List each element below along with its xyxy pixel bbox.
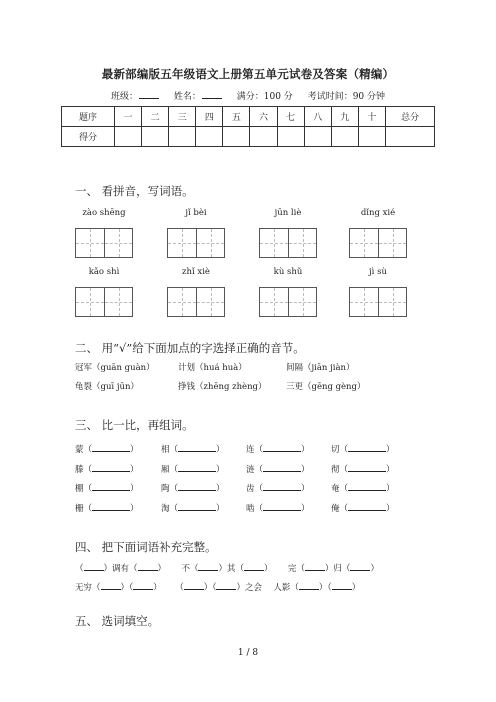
page-title: 最新部编版五年级语文上册第五单元试卷及答案（精编） (101, 67, 395, 81)
section-4-heading: 四、 把下面词语补充完整。 (75, 540, 217, 554)
score-cell[interactable] (169, 127, 196, 147)
choice-item[interactable]: 三更（gēng gèng） (286, 382, 366, 392)
writing-grid[interactable] (349, 228, 407, 258)
char: 相 (161, 445, 170, 455)
answer-blank[interactable] (216, 580, 236, 590)
word-item: 奄（ ） (331, 481, 395, 494)
answer-blank[interactable] (84, 561, 104, 571)
answer-blank[interactable] (244, 561, 264, 571)
word-item: 齿（ ） (246, 481, 310, 494)
writing-grid[interactable] (167, 287, 225, 317)
idiom-text: ）归（ (324, 564, 351, 574)
table-cell: 十 (358, 107, 385, 127)
answer-blank[interactable] (92, 501, 130, 511)
score-cell[interactable] (331, 127, 358, 147)
score-cell[interactable] (223, 127, 250, 147)
answer-blank[interactable] (92, 462, 130, 472)
char: 陶 (161, 484, 170, 494)
word-item: 陶（ ） (161, 481, 225, 494)
table-cell: 六 (250, 107, 277, 127)
choice-item[interactable]: 计划（huá huà） (178, 363, 247, 373)
pinyin-label: jǐ bèi (185, 208, 207, 218)
table-cell: 题序 (62, 107, 115, 127)
idiom-text: ）其（ (218, 564, 244, 574)
page-number: 1 / 8 (237, 648, 259, 658)
answer-blank[interactable] (138, 561, 158, 571)
answer-blank[interactable] (133, 580, 153, 590)
answer-blank[interactable] (198, 561, 218, 571)
idiom-text: （ (75, 564, 84, 574)
word-item: 涟（ ） (246, 462, 310, 475)
name-blank[interactable] (202, 90, 222, 99)
answer-blank[interactable] (348, 442, 386, 452)
score-table-header-row (62, 107, 435, 127)
table-cell: 七 (277, 107, 304, 127)
answer-blank[interactable] (92, 481, 130, 491)
word-item: 连（ ） (246, 442, 310, 455)
answer-blank[interactable] (263, 481, 301, 491)
score-cell[interactable] (358, 127, 385, 147)
idiom-text: 无穷（ (75, 583, 101, 593)
word-item: 切（ ） (331, 442, 395, 455)
idiom-row (75, 561, 379, 574)
answer-blank[interactable] (178, 462, 216, 472)
answer-blank[interactable] (332, 580, 352, 590)
answer-blank[interactable] (92, 442, 130, 452)
table-cell: 一 (115, 107, 142, 127)
char: 俺 (331, 504, 340, 514)
answer-blank[interactable] (350, 561, 370, 571)
char: 栅 (75, 504, 84, 514)
class-blank[interactable] (139, 90, 159, 99)
full-score: 满分：100 分 (236, 92, 293, 102)
pinyin-label: zhǐ xiè (182, 267, 210, 277)
answer-blank[interactable] (263, 462, 301, 472)
writing-grid[interactable] (259, 228, 317, 258)
word-item: 滕（ ） (75, 462, 139, 475)
char: 棚 (75, 484, 84, 494)
section-5-heading: 五、 选词填空。 (75, 614, 160, 628)
idiom-text: 完（ (287, 564, 305, 574)
char: 厢 (161, 465, 170, 475)
table-cell: 八 (304, 107, 331, 127)
writing-grid[interactable] (75, 287, 133, 317)
answer-blank[interactable] (178, 501, 216, 511)
char: 啮 (246, 504, 255, 514)
pinyin-label: kǎo shì (88, 267, 120, 277)
score-cell[interactable] (115, 127, 142, 147)
char: 蒙 (75, 445, 84, 455)
answer-blank[interactable] (263, 442, 301, 452)
score-table (61, 106, 435, 147)
table-cell: 二 (142, 107, 169, 127)
word-item: 蒙（ ） (75, 442, 139, 455)
choice-item[interactable]: 龟裂（guī jūn） (75, 382, 139, 392)
writing-grid[interactable] (259, 287, 317, 317)
choice-item[interactable]: 挣钱（zhēng zhèng） (178, 382, 267, 392)
table-cell: 四 (196, 107, 223, 127)
word-item: 啮（ ） (246, 501, 310, 514)
word-item: 淘（ ） (161, 501, 225, 514)
answer-blank[interactable] (299, 580, 319, 590)
table-cell: 得分 (62, 127, 115, 147)
score-cell[interactable] (196, 127, 223, 147)
idiom-text: ） (370, 564, 379, 574)
idiom-row (75, 580, 360, 593)
section-3-heading: 三、 比一比，再组词。 (75, 418, 194, 432)
answer-blank[interactable] (348, 501, 386, 511)
pinyin-label: dǐng xié (360, 208, 396, 218)
char: 连 (246, 445, 255, 455)
idiom-text: ） (153, 583, 162, 593)
answer-blank[interactable] (263, 501, 301, 511)
writing-grid[interactable] (167, 228, 225, 258)
idiom-text: ） (351, 583, 361, 593)
answer-blank[interactable] (348, 481, 386, 491)
word-item: 棚（ ） (75, 481, 139, 494)
pinyin-label: jūn liè (274, 208, 302, 218)
name-label: 姓名： (173, 92, 201, 102)
char: 齿 (246, 484, 255, 494)
section-2-heading: 二、 用“√”给下面加点的字选择正确的音节。 (75, 341, 305, 355)
word-item: 彻（ ） (331, 462, 395, 475)
word-item: 栅（ ） (75, 501, 139, 514)
score-cell[interactable] (250, 127, 277, 147)
exam-info (0, 89, 496, 102)
table-cell: 九 (331, 107, 358, 127)
word-item: 俺（ ） (331, 501, 395, 514)
idiom-text: （ (175, 583, 184, 593)
score-cell[interactable] (386, 127, 435, 147)
char: 奄 (331, 484, 340, 494)
class-label: 班级： (110, 92, 138, 102)
idiom-text: ）调有（ (103, 564, 138, 574)
answer-blank[interactable] (178, 481, 216, 491)
pinyin-label: kù shǔ (273, 267, 303, 277)
char: 切 (331, 445, 340, 455)
choice-item[interactable]: 冠军（guān guàn） (75, 363, 155, 373)
table-cell: 三 (169, 107, 196, 127)
choice-item[interactable]: 间隔（jiān jiàn） (286, 363, 355, 373)
writing-grid[interactable] (75, 228, 133, 258)
answer-blank[interactable] (184, 580, 204, 590)
idiom-text: ）之会 (236, 583, 262, 593)
word-item: 相（ ） (161, 442, 225, 455)
char: 涟 (246, 465, 255, 475)
idiom-text: ）（ (120, 583, 134, 593)
idiom-text: 人影（ (273, 583, 299, 593)
pinyin-label: zào shēng (82, 208, 126, 218)
word-item: 厢（ ） (161, 462, 225, 475)
answer-blank[interactable] (348, 462, 386, 472)
exam-time: 考试时间：90 分钟 (307, 92, 386, 102)
table-cell: 五 (223, 107, 250, 127)
section-1-heading: 一、 看拼音，写词语。 (75, 184, 194, 198)
idiom-text: ）（ (203, 583, 217, 593)
idiom-text: 不（ (181, 564, 199, 574)
score-cell[interactable] (304, 127, 331, 147)
idiom-text: ） (263, 564, 273, 574)
char: 彻 (331, 465, 340, 475)
score-cell[interactable] (142, 127, 169, 147)
table-cell: 总分 (386, 107, 435, 127)
answer-blank[interactable] (305, 561, 325, 571)
char: 滕 (75, 465, 84, 475)
char: 淘 (161, 504, 170, 514)
idiom-text: ） (157, 564, 167, 574)
pinyin-label: jì sù (369, 267, 387, 277)
score-cell[interactable] (277, 127, 304, 147)
idiom-text: ）（ (318, 583, 332, 593)
writing-grid[interactable] (349, 287, 407, 317)
score-table-score-row (62, 127, 435, 147)
answer-blank[interactable] (178, 442, 216, 452)
answer-blank[interactable] (101, 580, 121, 590)
